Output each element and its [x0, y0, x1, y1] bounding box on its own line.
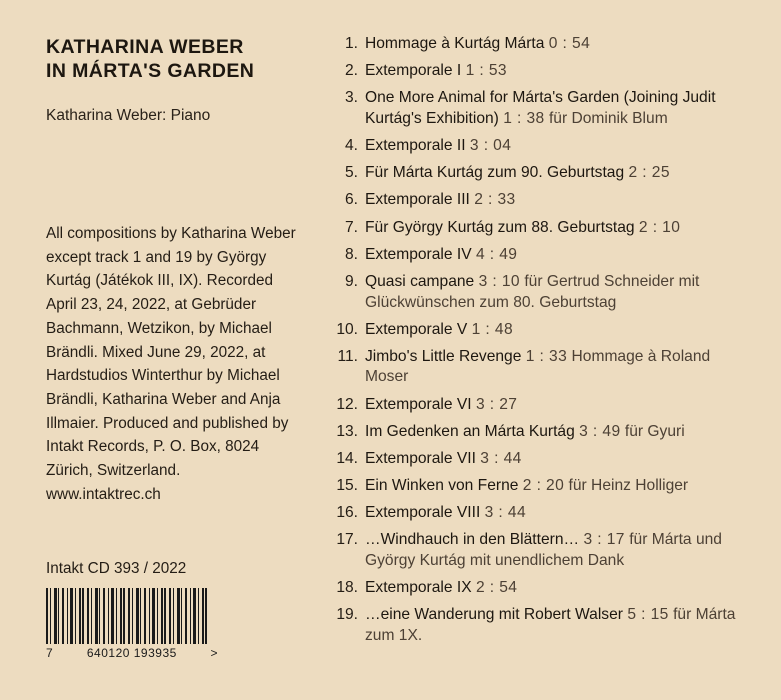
credits-text: All compositions by Katharina Weber except track 1 and 19 by György Kurtág (Játékok III, IX). Recorded April 23, 24, 2022, at Gebrüder Bachmann, Wetzikon, by Michael Brändli. Mixed June 29, 2022, at Hardstudios Winterthur by Michael Brändli, Katharina Weber and Anja Illmaier. Produced and published by Intakt Records, P. O. Box, 8024 Zürich, Switzerland. www.intaktrec.ch: [46, 225, 296, 503]
track-duration: 0 : 54: [548, 35, 591, 52]
track-title: Extemporale IX: [365, 579, 472, 597]
track-body: [365, 245, 750, 266]
track-row: [330, 245, 750, 266]
track-title: Extemporale VI: [365, 395, 472, 413]
track-number: 4.: [344, 137, 358, 155]
track-number: 14.: [336, 449, 358, 467]
track-row: [330, 578, 750, 599]
track-number: 2.: [344, 62, 358, 80]
track-title: Für György Kurtág zum 88. Geburtstag: [365, 218, 635, 236]
track-duration: 1 : 48: [471, 320, 514, 338]
track-note: für Gyuri: [624, 422, 685, 440]
track-duration: 3 : 44: [480, 449, 522, 467]
track-list: [330, 34, 750, 653]
barcode: [46, 588, 218, 660]
track-number: 9.: [344, 272, 358, 290]
track-body: [365, 347, 750, 388]
track-number: 19.: [336, 606, 358, 624]
track-note: Hommage à Roland Moser: [365, 347, 711, 386]
track-body: [365, 320, 750, 341]
track-note: für Márta zum 1X.: [365, 606, 736, 644]
barcode-digits: [46, 646, 218, 660]
track-row: [330, 449, 750, 470]
track-duration: 3 : 49: [579, 422, 621, 440]
track-body: [365, 136, 750, 157]
track-duration: 3 : 04: [469, 137, 512, 155]
track-row: [330, 605, 750, 646]
track-note: für Heinz Holliger: [568, 477, 689, 495]
track-title: Quasi campane: [365, 272, 475, 290]
track-title: Extemporale VII: [365, 449, 476, 467]
track-title: Hommage à Kurtág Márta: [365, 35, 545, 52]
track-note: für Márta und György Kurtág mit unendlichem Dank: [365, 531, 722, 570]
track-row: [330, 476, 750, 497]
track-row: [330, 61, 750, 82]
track-body: [365, 218, 750, 239]
track-number: 17.: [336, 531, 358, 549]
track-title: Im Gedenken an Márta Kurtág: [365, 422, 575, 440]
header-block: [46, 36, 306, 126]
track-number: 8.: [344, 245, 358, 263]
barcode-bars: [46, 588, 208, 644]
track-note: für Dominik Blum: [548, 109, 668, 127]
track-body: [365, 61, 750, 82]
track-body: [365, 530, 750, 571]
track-body: [365, 449, 750, 470]
track-title: Extemporale IV: [365, 245, 472, 263]
track-body: [365, 605, 750, 646]
track-row: [330, 395, 750, 416]
track-title: Extemporale III: [365, 191, 470, 209]
track-duration: 1 : 38: [503, 109, 545, 127]
barcode-main-digits: 640120 193935: [86, 646, 177, 660]
catalog-number: Intakt CD 393 / 2022: [46, 560, 187, 577]
track-row: [330, 88, 750, 129]
artist-name: KATHARINA WEBER: [46, 36, 244, 58]
track-row: [330, 34, 750, 55]
track-note: für Gertrud Schneider mit Glückwünschen zum 80. Geburtstag: [365, 272, 700, 311]
track-body: [365, 190, 750, 211]
track-number: 6.: [344, 191, 358, 209]
track-duration: 2 : 54: [475, 579, 518, 597]
track-duration: 1 : 53: [465, 62, 507, 80]
track-body: [365, 503, 750, 524]
track-duration: 4 : 49: [475, 245, 518, 263]
track-body: [365, 476, 750, 497]
barcode-right-digit: >: [210, 646, 218, 660]
track-title: Extemporale II: [365, 137, 466, 155]
track-row: [330, 320, 750, 341]
track-number: 5.: [344, 164, 358, 182]
track-duration: 3 : 44: [484, 504, 527, 522]
track-number: 1.: [344, 35, 358, 52]
track-title: Extemporale V: [365, 320, 468, 338]
barcode-left-digit: 7: [46, 646, 54, 660]
track-row: [330, 347, 750, 388]
track-body: [365, 34, 750, 55]
track-duration: 2 : 25: [628, 164, 670, 182]
track-duration: 3 : 17: [583, 531, 625, 549]
track-number: 13.: [336, 422, 358, 440]
track-duration: 2 : 10: [638, 218, 681, 236]
track-row: [330, 218, 750, 239]
track-row: [330, 136, 750, 157]
track-number: 16.: [336, 504, 358, 522]
track-number: 15.: [336, 477, 358, 495]
track-row: [330, 422, 750, 443]
track-title: …Windhauch in den Blättern…: [365, 531, 580, 549]
track-row: [330, 272, 750, 313]
track-row: [330, 503, 750, 524]
track-number: 18.: [336, 579, 358, 597]
track-number: 7.: [344, 218, 358, 236]
track-body: [365, 88, 750, 129]
track-number: 10.: [336, 320, 358, 338]
track-title: One More Animal for Márta's Garden (Joining Judit Kurtág's Exhibition): [365, 89, 716, 127]
track-number: 3.: [344, 89, 358, 107]
track-row: [330, 530, 750, 571]
track-row: [330, 163, 750, 184]
track-duration: 5 : 15: [627, 606, 669, 624]
track-body: [365, 578, 750, 599]
track-title: Ein Winken von Ferne: [365, 477, 519, 495]
track-body: [365, 422, 750, 443]
track-duration: 1 : 33: [525, 347, 568, 365]
track-duration: 3 : 27: [475, 395, 518, 413]
track-title: …eine Wanderung mit Robert Walser: [365, 606, 623, 624]
track-row: [330, 190, 750, 211]
track-number: 12.: [336, 395, 358, 413]
track-number: 11.: [337, 347, 358, 365]
track-title: Extemporale VIII: [365, 504, 481, 522]
track-body: [365, 395, 750, 416]
track-duration: 2 : 33: [474, 191, 516, 209]
track-title: Jimbo's Little Revenge: [365, 347, 522, 365]
track-title: Extemporale I: [365, 62, 462, 80]
track-title: Für Márta Kurtág zum 90. Geburtstag: [365, 164, 625, 182]
track-duration: 3 : 10: [478, 272, 520, 290]
performer-credit: Katharina Weber: Piano: [46, 106, 211, 124]
album-title: IN MÁRTA'S GARDEN: [46, 59, 255, 82]
track-body: [365, 272, 750, 313]
track-duration: 2 : 20: [522, 477, 565, 495]
track-body: [365, 163, 750, 184]
